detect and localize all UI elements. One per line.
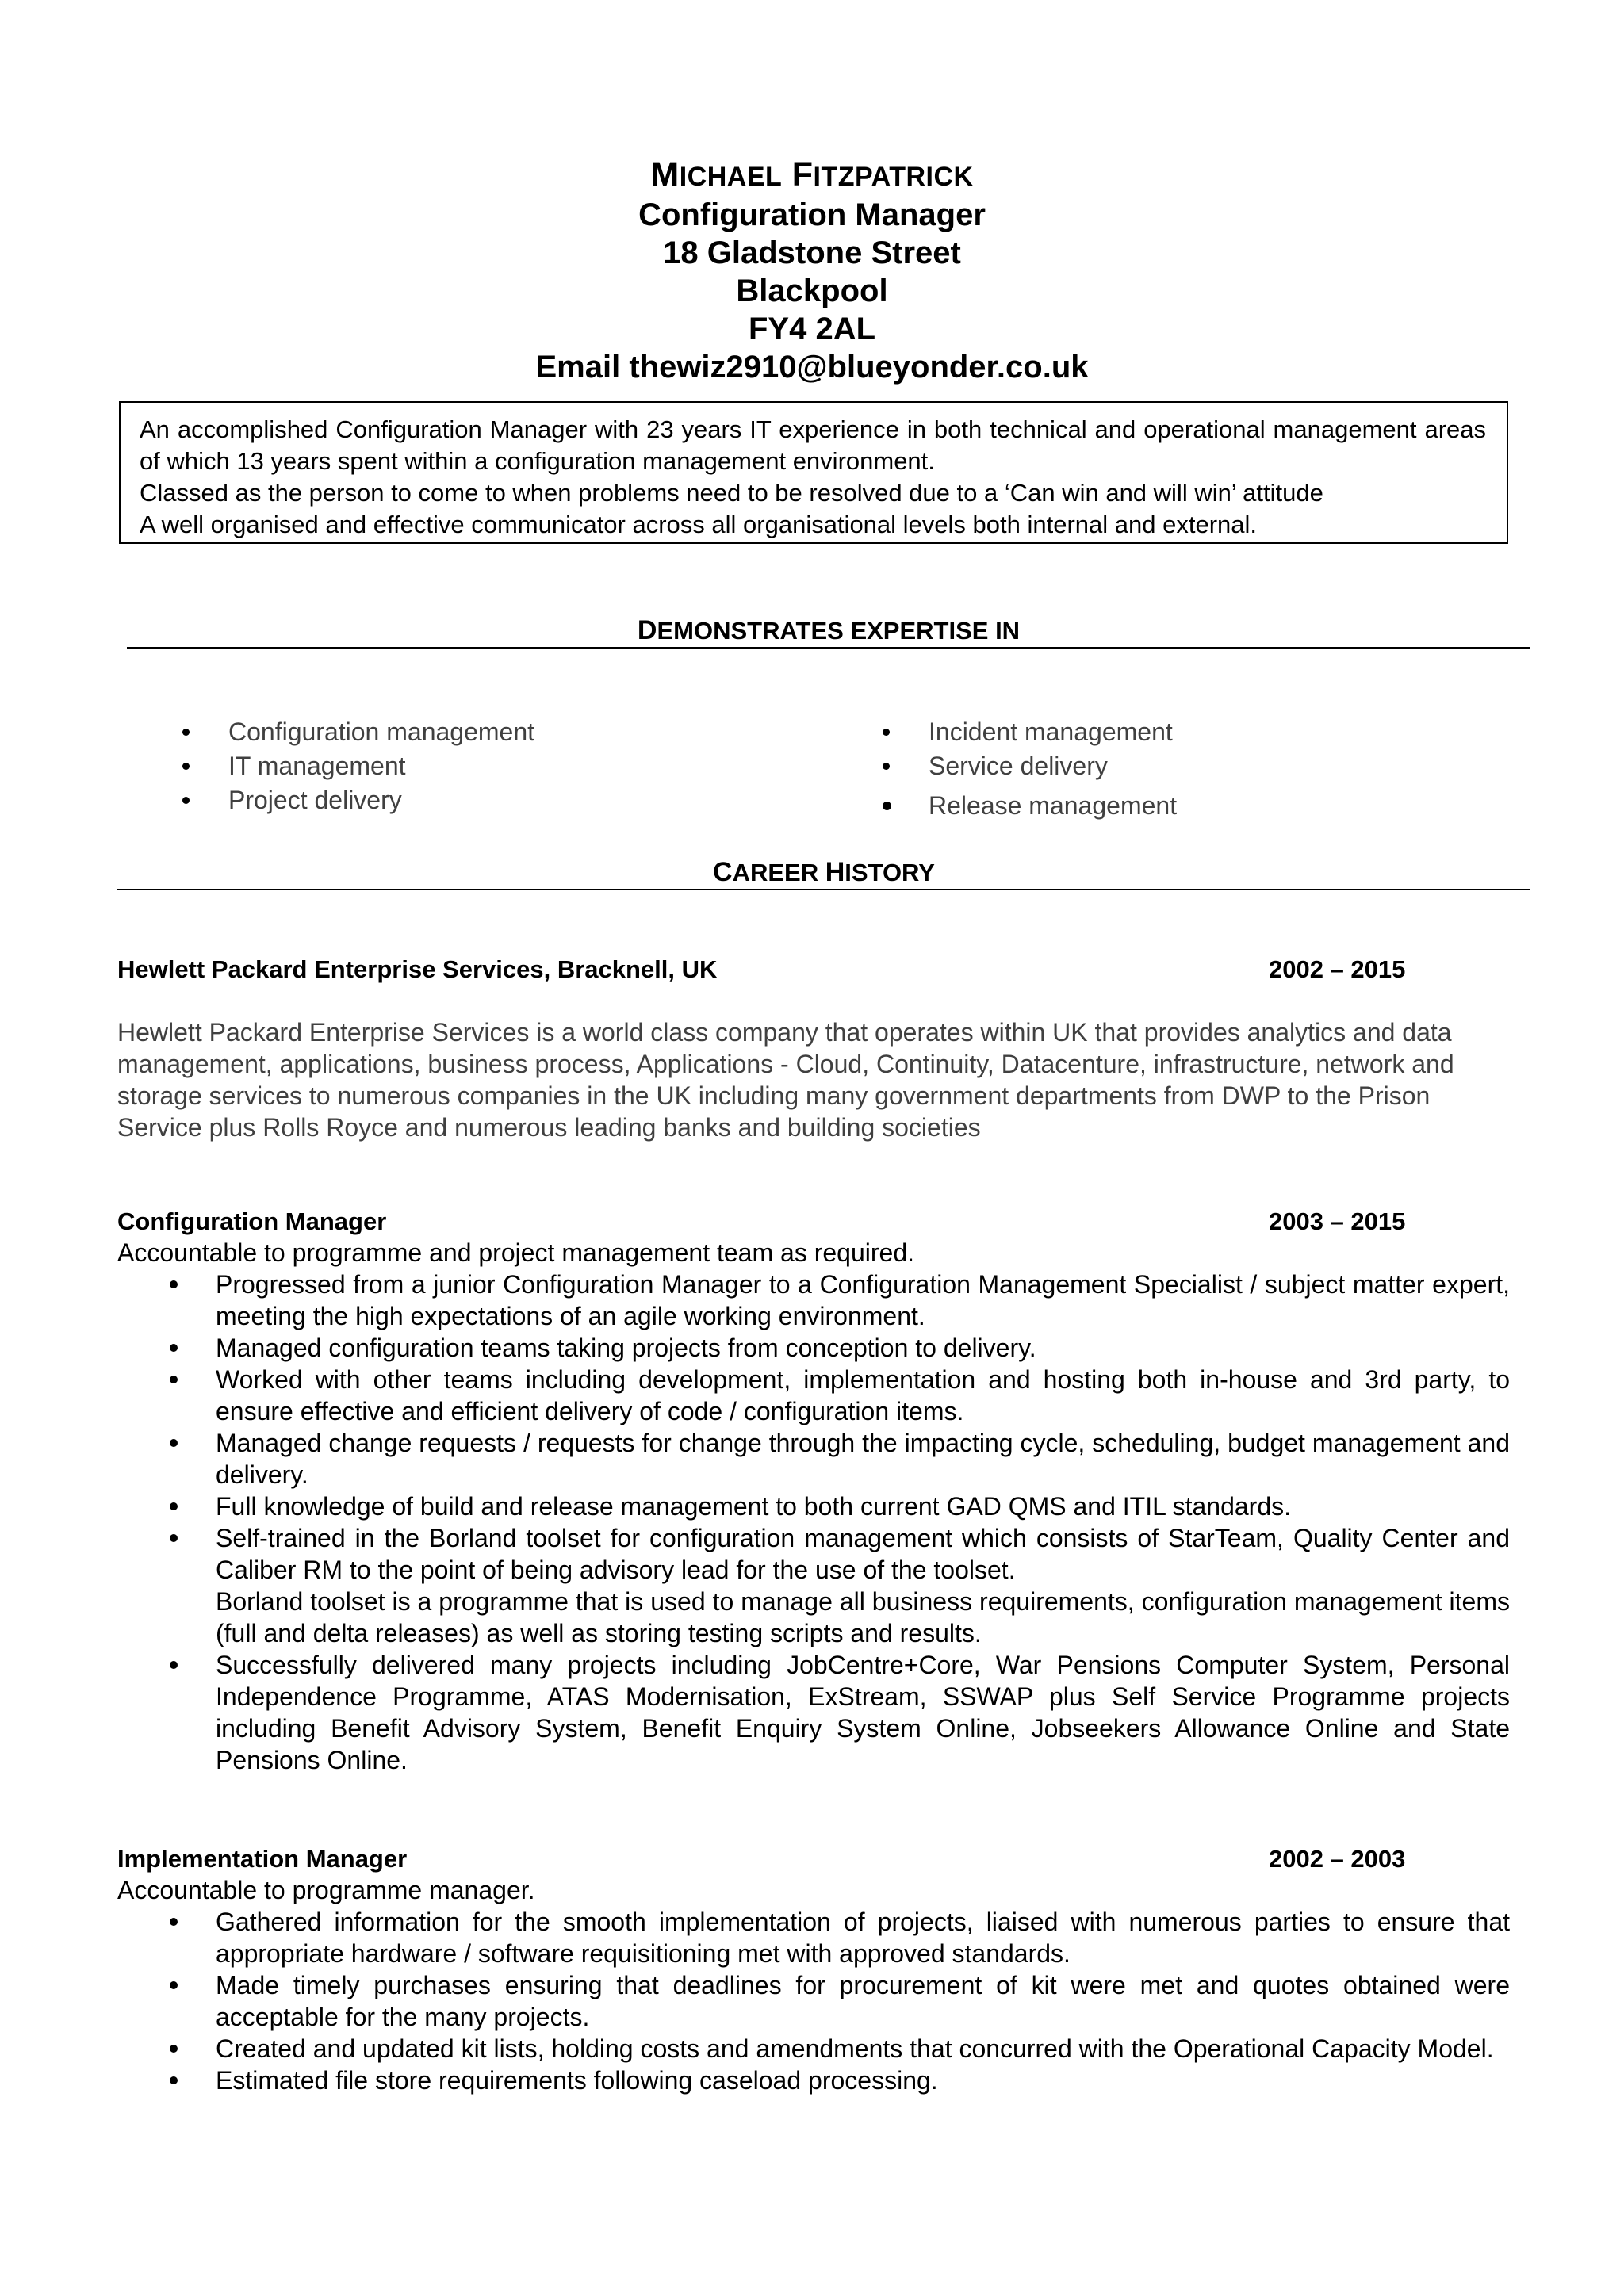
list-item: Incident management (883, 715, 1177, 749)
company-name: Hewlett Packard Enterprise Services, Bracknell, UK (117, 955, 718, 983)
role-accountability: Accountable to programme and project management team as required. (117, 1238, 914, 1267)
role-heading (117, 1206, 1426, 1238)
list-item: Full knowledge of build and release management to both current GAD QMS and ITIL standards. (117, 1490, 1510, 1522)
summary-box (119, 401, 1508, 544)
list-item: Progressed from a junior Configuration Manager to a Configuration Management Specialist / subject matter expert, meeting the high expectations of an agile working environment. (117, 1269, 1510, 1332)
list-item: Worked with other teams including development, implementation and hosting both in-house and 3rd party, to ensure effective and efficient delivery of code / configuration items. (117, 1364, 1510, 1427)
role-heading (117, 1843, 1426, 1875)
company-heading (117, 954, 1426, 985)
expertise-divider (127, 647, 1530, 649)
candidate-name: MICHAEL FITZPATRICK (650, 155, 974, 193)
role-duties-list (117, 1906, 1510, 2096)
summary-line: Classed as the person to come to when problems need to be resolved due to a ‘Can win and will win’ attitude (140, 479, 1323, 507)
list-item: Configuration management (182, 715, 534, 749)
company-description: Hewlett Packard Enterprise Services is a world class company that operates within UK that provides analytics and data management, applications, business process, Applications - Cloud, Continuity, Datacenture, infrastructure, network and storage services to numerous companies in the UK including many government departments from DWP to the Prison Service plus Rolls Royce and numerous leading banks and building societies (117, 1018, 1454, 1142)
list-item: Managed change requests / requests for change through the impacting cycle, scheduling, budget management and delivery. (117, 1427, 1510, 1490)
list-item: Self-trained in the Borland toolset for configuration management which consists of StarTeam, Quality Center and Caliber RM to the point of being advisory lead for the use of the toolset. Borland toolset is a programme that is used to manage all business requirements, configuration management items (full and delta releases) as well as storing testing scripts and results. (117, 1522, 1510, 1649)
list-item: Created and updated kit lists, holding costs and amendments that concurred with the Operational Capacity Model. (117, 2033, 1510, 2064)
address-postcode: FY4 2AL (748, 312, 876, 346)
resume-header (0, 155, 1624, 386)
role-title: Configuration Manager (117, 1207, 387, 1235)
list-item: IT management (182, 749, 534, 783)
career-divider (117, 889, 1530, 890)
company-dates: 2002 – 2015 (1269, 955, 1406, 983)
email-line: Email thewiz2910@blueyonder.co.uk (535, 350, 1089, 385)
candidate-job-title: Configuration Manager (638, 197, 986, 232)
role-dates: 2003 – 2015 (1269, 1207, 1406, 1235)
list-item: Gathered information for the smooth implementation of projects, liaised with numerous parties to ensure that appropriate hardware / software requisitioning met with approved standards. (117, 1906, 1510, 1969)
list-item: Service delivery (883, 749, 1177, 783)
role-dates: 2002 – 2003 (1269, 1845, 1406, 1873)
expertise-list-right (883, 715, 1177, 823)
list-item: Managed configuration teams taking projects from conception to delivery. (117, 1332, 1510, 1364)
list-item: Estimated file store requirements following caseload processing. (117, 2064, 1510, 2096)
role-title: Implementation Manager (117, 1845, 408, 1873)
list-item: Release management (883, 783, 1177, 823)
expertise-heading: DEMONSTRATES EXPERTISE IN (637, 615, 1021, 645)
summary-line: A well organised and effective communicator across all organisational levels both internal and external. (140, 511, 1258, 538)
address-city: Blackpool (736, 274, 888, 308)
role-duties-list (117, 1269, 1510, 1776)
list-item: Project delivery (182, 783, 534, 817)
expertise-list-left (182, 715, 534, 817)
summary-line: An accomplished Configuration Manager with 23 years IT experience in both technical and operational management areas of which 13 years spent within a configuration management environment. (140, 415, 1486, 475)
career-heading: CAREER HISTORY (713, 857, 935, 887)
role-accountability: Accountable to programme manager. (117, 1876, 535, 1904)
list-item: Made timely purchases ensuring that deadlines for procurement of kit were met and quotes obtained were acceptable for the many projects. (117, 1969, 1510, 2033)
address-street: 18 Gladstone Street (663, 235, 961, 270)
list-item: Successfully delivered many projects including JobCentre+Core, War Pensions Computer System, Personal Independence Programme, ATAS Modernisation, ExStream, SSWAP plus Self Service Programme projects including Benefit Advisory System, Benefit Enquiry System Online, Jobseekers Allowance Online and State Pensions Online. (117, 1649, 1510, 1776)
